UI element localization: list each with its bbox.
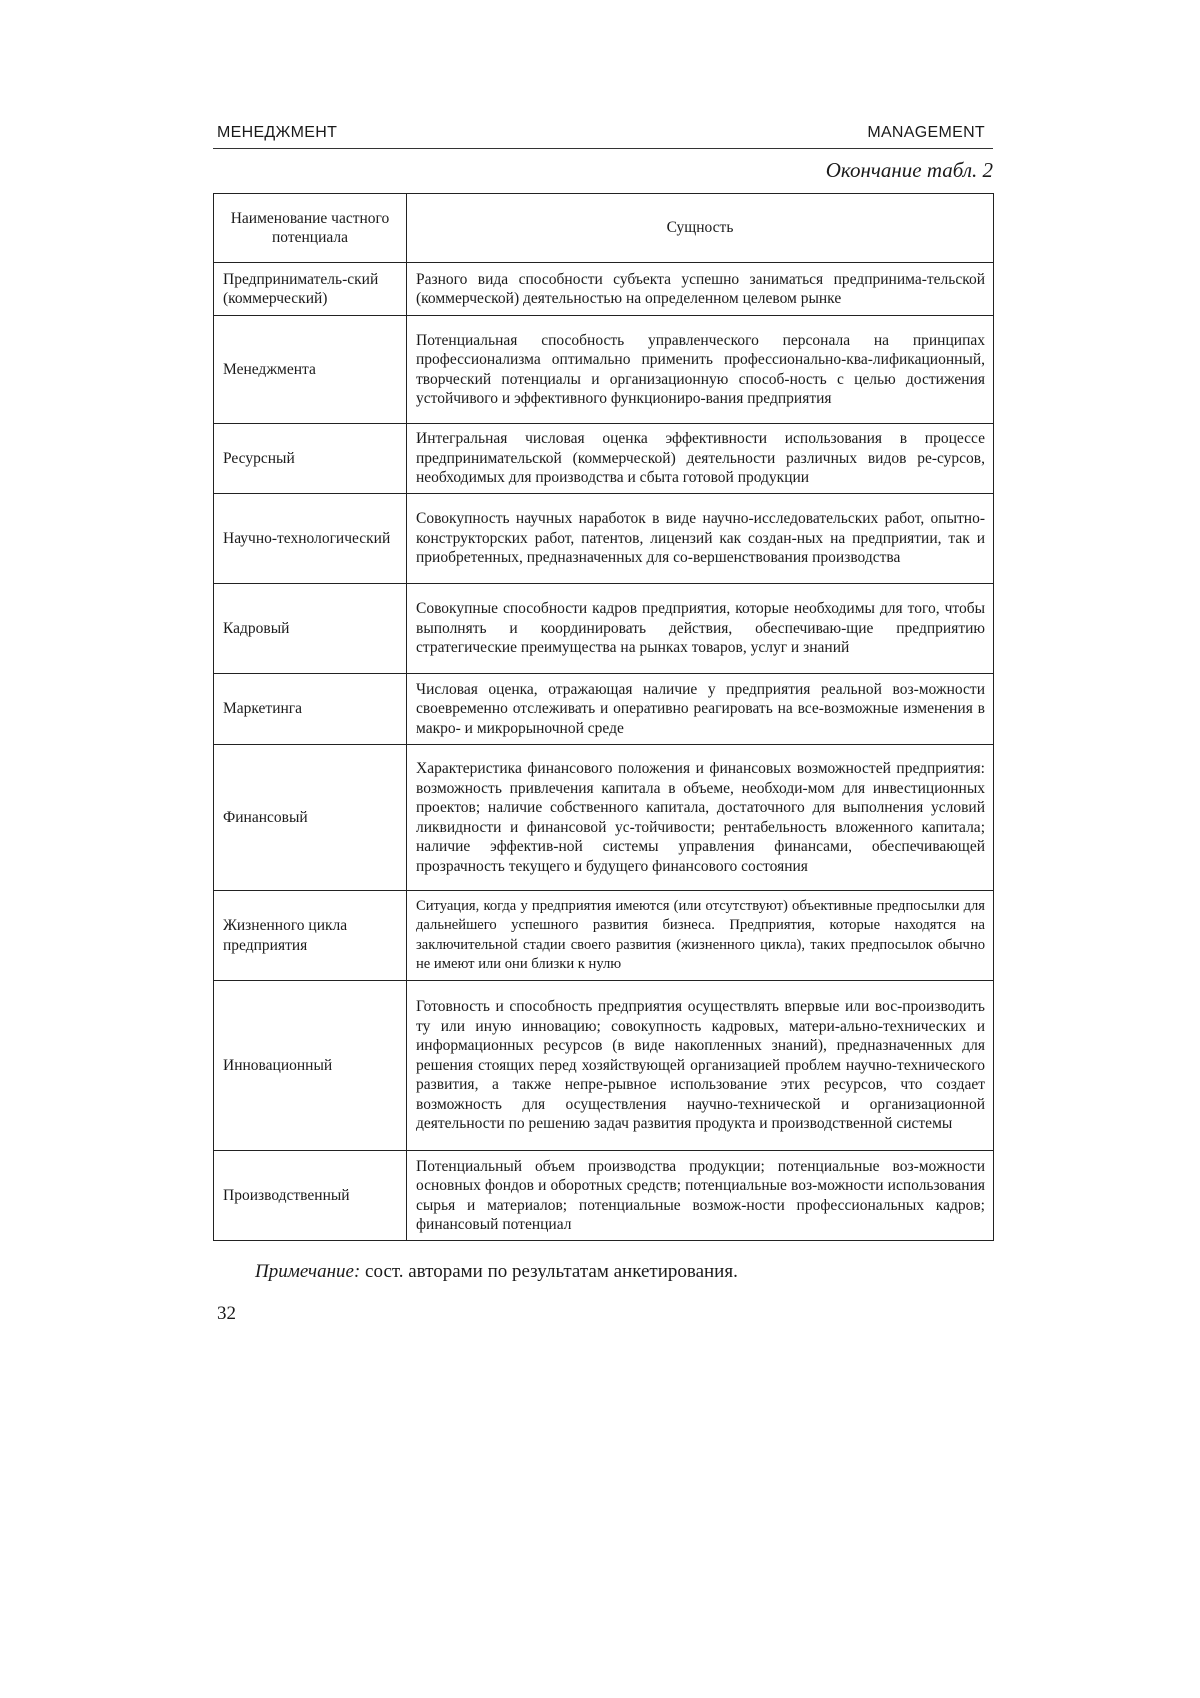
- running-header-right: MANAGEMENT: [867, 124, 985, 141]
- column-header-name: Наименование частного потенциала: [214, 194, 407, 263]
- potential-name: Маркетинга: [214, 674, 407, 745]
- table-row: [214, 424, 994, 494]
- page-number: 32: [217, 1303, 236, 1324]
- table-row: [214, 981, 994, 1151]
- note-text: сост. авторами по результатам анкетирования.: [365, 1261, 738, 1282]
- table-row: [214, 745, 994, 891]
- table-row: [214, 584, 994, 674]
- potential-name: Ресурсный: [214, 424, 407, 494]
- column-header-essence: Сущность: [407, 194, 994, 263]
- potential-essence: Совокупные способности кадров предприятия, которые необходимы для того, чтобы выполнять и координировать действия, обеспечиваю-щие предприятию стратегические преимущества на рынках товаров, услуг и знаний: [407, 584, 994, 674]
- potential-essence: Потенциальная способность управленческого персонала на принципах профессионализма оптимально применить профессионально-ква-лификационный, творческий потенциалы и организационную способ-ность с целью достижения устойчивого и эффективного функциониро-вания предприятия: [407, 316, 994, 424]
- potential-name: Кадровый: [214, 584, 407, 674]
- potential-name: Инновационный: [214, 981, 407, 1151]
- potential-essence: Ситуация, когда у предприятия имеются (или отсутствуют) объективные предпосылки для дальнейшего успешного развития бизнеса. Предприятия, которые находятся на заключительной стадии своего развития (жизненного цикла), таких предпосылок обычно не имеют или они близки к нулю: [407, 891, 994, 981]
- table-row: [214, 494, 994, 584]
- running-header-left: МЕНЕДЖМЕНТ: [217, 124, 338, 141]
- potential-essence: Характеристика финансового положения и финансовых возможностей предприятия: возможность привлечения капитала в объеме, необходи-мом для инвестиционных проектов; наличие собственного капитала, достаточного для выполнения условий ликвидности и финансовой ус-тойчивости; рентабельность вложенного капитала; наличие эффектив-ной системы управления финансами, обеспечивающей прозрачность текущего и будущего финансового состояния: [407, 745, 994, 891]
- table-row: [214, 316, 994, 424]
- potential-essence: Разного вида способности субъекта успешно заниматься предпринима-тельской (коммерческой) деятельностью на определенном целевом рынке: [407, 263, 994, 316]
- table-row: [214, 674, 994, 745]
- table-row: [214, 891, 994, 981]
- potential-name: Жизненного цикла предприятия: [214, 891, 407, 981]
- potential-name: Научно-технологический: [214, 494, 407, 584]
- potential-name: Финансовый: [214, 745, 407, 891]
- document-page: [213, 112, 993, 1325]
- potential-essence: Совокупность научных наработок в виде научно-исследовательских работ, опытно-конструкторских работ, патентов, лицензий как создан-ных на предприятии, так и приобретенных, предназначенных для со-вершенствования производства: [407, 494, 994, 584]
- note-label: Примечание:: [255, 1261, 361, 1282]
- potential-essence: Готовность и способность предприятия осуществлять впервые или вос-производить ту или иную инновацию; совокупность кадровых, матери-ально-технических и информационных ресурсов (в виде накопленных знаний), предназначенных для решения стоящих перед хозяйствующей организацией проблем научно-технического развития, а также непре-рывное использование этих ресурсов, что создает возможность для осуществления научно-технической и организационной деятельности по решению задач развития продукта и производственной системы: [407, 981, 994, 1151]
- table-note: [213, 1261, 993, 1283]
- potential-name: Производственный: [214, 1151, 407, 1241]
- potential-essence: Потенциальный объем производства продукции; потенциальные воз-можности основных фондов и оборотных средств; потенциальные воз-можности использования сырья и материалов; потенциальные возмож-ности профессиональных кадров; финансовый потенциал: [407, 1151, 994, 1241]
- potential-name: Предприниматель-ский (коммерческий): [214, 263, 407, 316]
- table-row: [214, 263, 994, 316]
- running-header: [213, 112, 993, 149]
- potentials-table: [213, 193, 994, 1241]
- potential-name: Менеджмента: [214, 316, 407, 424]
- table-caption: Окончание табл. 2: [825, 158, 993, 182]
- table-row: [214, 1151, 994, 1241]
- table-header-row: [214, 194, 994, 263]
- potential-essence: Числовая оценка, отражающая наличие у предприятия реальной воз-можности своевременно отслеживать и оперативно реагировать на все-возможные изменения в макро- и микрорыночной среде: [407, 674, 994, 745]
- potential-essence: Интегральная числовая оценка эффективности использования в процессе предпринимательской (коммерческой) деятельности различных видов ре-сурсов, необходимых для производства и сбыта готовой продукции: [407, 424, 994, 494]
